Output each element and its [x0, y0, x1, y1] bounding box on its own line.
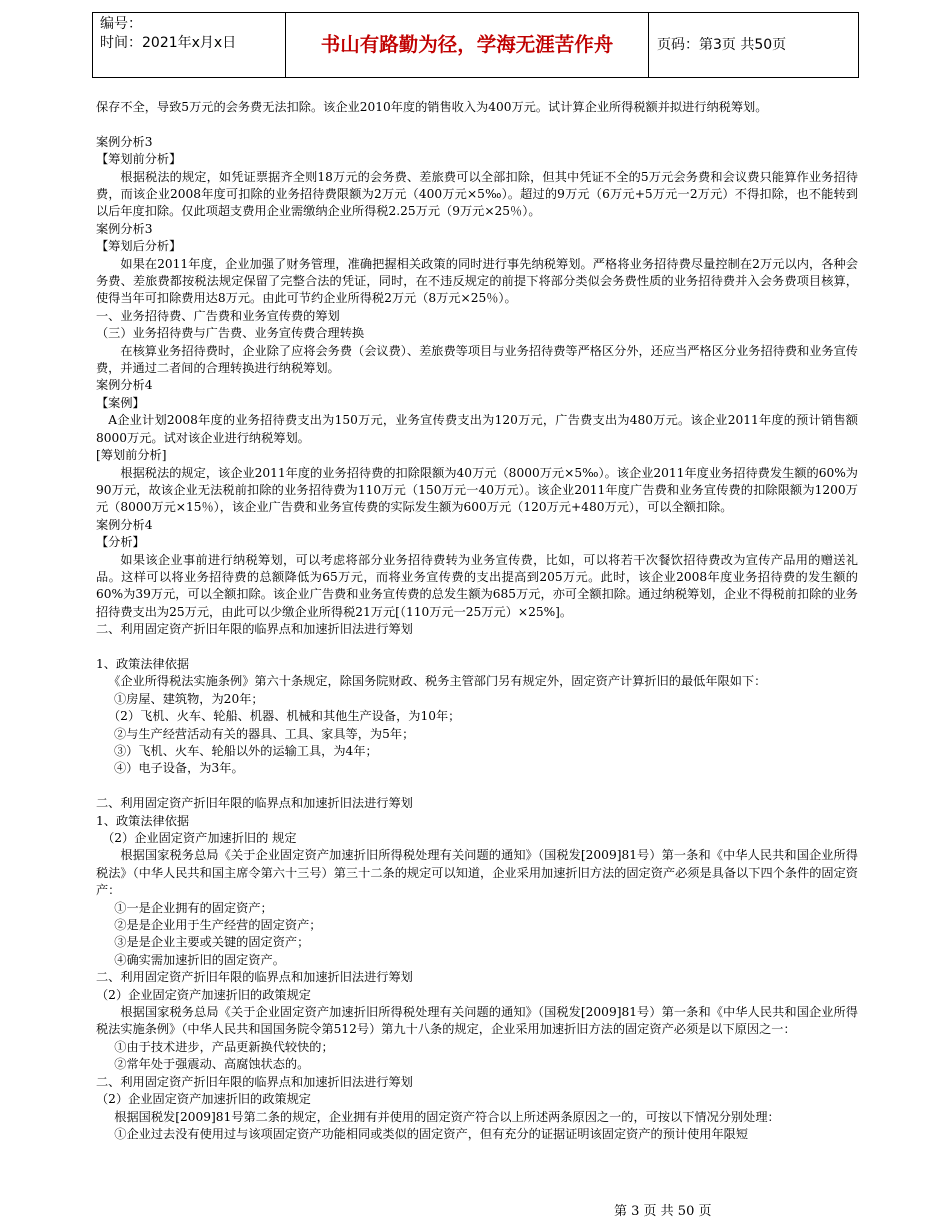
paragraph: 根据税法的规定，该企业2011年度的业务招待费的扣除限额为40万元（8000万元×5‰）。该企业2011年度业务招待费发生额的60%为90万元，故该企业无法税前扣除的业务招待费为110万元（150万元一40万元）。该企业2011年度广告费和业务宣传费的扣除限额为1200万元（8000万元×15％），该企业广告费和业务宣传费的实际发生额为600万元（120万元+480万元），可以全额扣除。 [96, 465, 858, 515]
header-page-info: 页码：第3页 共50页 [657, 37, 787, 53]
list-item: ④确实需加速折旧的固定资产。 [114, 952, 285, 967]
page-footer: 第 3 页 共 50 页 [614, 1204, 712, 1219]
section-label: 案例分析4 [96, 517, 153, 532]
paragraph: 如果在2011年度，企业加强了财务管理，准确把握相关政策的同时进行事先纳税筹划。严格将业务招待费尽量控制在2万元以内，各种会务费、差旅费都按税法规定保留了完整合法的凭证，同时，在不违反规定的前提下将部分类似会务费性质的业务招待费并入会务费项目核算，使得当年可扣除费用达8万元。由此可节约企业所得税2万元（8万元×25％）。 [96, 256, 858, 306]
section-heading: 一、业务招待费、广告费和业务宣传费的筹划 [96, 308, 340, 323]
section-label: 案例分析3 [96, 134, 153, 149]
list-item: ②常年处于强震动、高腐蚀状态的。 [114, 1057, 310, 1072]
section-heading: 二、利用固定资产折旧年限的临界点和加速折旧法进行筹划 [96, 796, 413, 811]
list-item: （2）飞机、火车、轮船、机器、机械和其他生产设备，为10年； [108, 709, 461, 724]
section-label: 案例分析4 [96, 378, 153, 393]
document-time: 时间：2021年x月x日 [100, 35, 237, 51]
subsection-heading: 【分析】 [96, 535, 145, 550]
paragraph: 如果该企业事前进行纳税筹划，可以考虑将部分业务招待费转为业务宣传费，比如，可以将若干次餐饮招待费改为宣传产品用的赠送礼品。这样可以将业务招待费的总额降低为65万元，而将业务宣传费的支出提高到205万元。此时，该企业2008年度业务招待费的发生额的60%为39万元，可以全额扣除。该企业广告费和业务宣传费的总发生额为685万元，亦可全额扣除。通过纳税筹划，企业不得税前扣除的业务招待费支出为25万元，由此可以少缴企业所得税21万元[（110万元一25万元）×25%]。 [96, 552, 858, 619]
list-item: ③是是企业主要或关键的固定资产； [114, 935, 310, 950]
list-item: ①由于技术进步，产品更新换代较快的； [114, 1039, 334, 1054]
subsection-heading: 【筹划后分析】 [96, 239, 182, 254]
paragraph: 根据国税发[2009]81号第二条的规定，企业拥有并使用的固定资产符合以上所述两条原因之一的，可按以下情况分别处理： [114, 1109, 780, 1124]
list-item: ①企业过去没有使用过与该项固定资产功能相同或类似的固定资产，但有充分的证据证明该固定资产的预计使用年限短 [114, 1126, 749, 1141]
subsection-heading: [筹划前分析] [96, 448, 167, 463]
blank-line [96, 639, 858, 656]
paragraph: A企业计划2008年度的业务招待费支出为150万元，业务宣传费支出为120万元，广告费支出为480万元。该企业2011年度的预计销售额8000万元。试对该企业进行纳税筹划。 [96, 413, 858, 445]
paragraph: 在核算业务招待费时，企业除了应将会务费（会议费）、差旅费等项目与业务招待费等严格区分外，还应当严格区分业务招待费和业务宣传费，并通过二者间的合理转换进行纳税筹划。 [96, 343, 858, 376]
section-label: 案例分析3 [96, 221, 153, 236]
subsection-heading: 【案例】 [96, 395, 145, 410]
subsection-heading: （2）企业固定资产加速折旧的政策规定 [96, 1092, 311, 1107]
blank-line [96, 778, 858, 795]
document-body [96, 99, 858, 1143]
header-motto: 书山有路勤为径，学海无涯苦作舟 [286, 13, 649, 77]
paragraph: 根据国家税务总局《关于企业固定资产加速折旧所得税处理有关问题的通知》（国税发[2009]81号）第一条和《中华人民共和国企业所得税法实施条例》（中华人民共和国国务院令第512号）第九十八条的规定，企业采用加速折旧方法的固定资产必须是以下原因之一： [96, 1005, 858, 1037]
list-item: ①一是企业拥有的固定资产； [114, 900, 273, 915]
paragraph: 根据国家税务总局《关于企业固定资产加速折旧所得税处理有关问题的通知》（国税发[2009]81号）第一条和《中华人民共和国企业所得税法》（中华人民共和国主席令第六十三号）第三十二条的规定可以知道，企业采用加速折旧方法的固定资产必须是具备以下四个条件的固定资产： [96, 848, 858, 898]
paragraph: 《企业所得税法实施条例》第六十条规定，除国务院财政、税务主管部门另有规定外，固定资产计算折旧的最低年限如下： [108, 674, 767, 689]
list-item: ③）飞机、火车、轮船以外的运输工具，为4年； [114, 744, 378, 758]
paragraph: 根据税法的规定，如凭证票据齐全则18万元的会务费、差旅费可以全部扣除，但其中凭证不全的5万元会务费和会议费只能算作业务招待费，而该企业2008年度可扣除的业务招待费限额为2万元（400万元×5‰）。超过的9万元（6万元+5万元一2万元）不得扣除，也不能转到以后年度扣除。仅此项超支费用企业需缴纳企业所得税2.25万元（9万元×25％）。 [96, 169, 858, 219]
list-item: ②是是企业用于生产经营的固定资产； [114, 918, 322, 933]
subsection-heading: 1、政策法律依据 [96, 656, 190, 671]
list-item: ④）电子设备，为3年。 [114, 761, 244, 776]
page-header [92, 12, 859, 78]
list-item: ②与生产经营活动有关的器具、工具、家具等，为5年； [114, 726, 415, 741]
blank-line [96, 116, 858, 133]
header-meta [93, 13, 286, 77]
section-heading: 二、利用固定资产折旧年限的临界点和加速折旧法进行筹划 [96, 1074, 413, 1089]
subsection-heading: 1、政策法律依据 [96, 813, 190, 828]
document-number-label: 编号： [100, 16, 142, 32]
section-heading: 二、利用固定资产折旧年限的临界点和加速折旧法进行筹划 [96, 622, 413, 637]
subsection-heading: （2）企业固定资产加速折旧的政策规定 [96, 987, 311, 1002]
subsection-heading: （三）业务招待费与广告费、业务宣传费合理转换 [96, 326, 365, 341]
section-heading: 二、利用固定资产折旧年限的临界点和加速折旧法进行筹划 [96, 970, 413, 985]
subsection-heading: 【筹划前分析】 [96, 152, 182, 167]
paragraph: 保存不全，导致5万元的会务费无法扣除。该企业2010年度的销售收入为400万元。试计算企业所得税额并拟进行纳税筹划。 [96, 100, 768, 114]
list-item: ①房屋、建筑物，为20年； [114, 691, 264, 706]
subsection-heading: （2）企业固定资产加速折旧的 规定 [102, 831, 297, 846]
